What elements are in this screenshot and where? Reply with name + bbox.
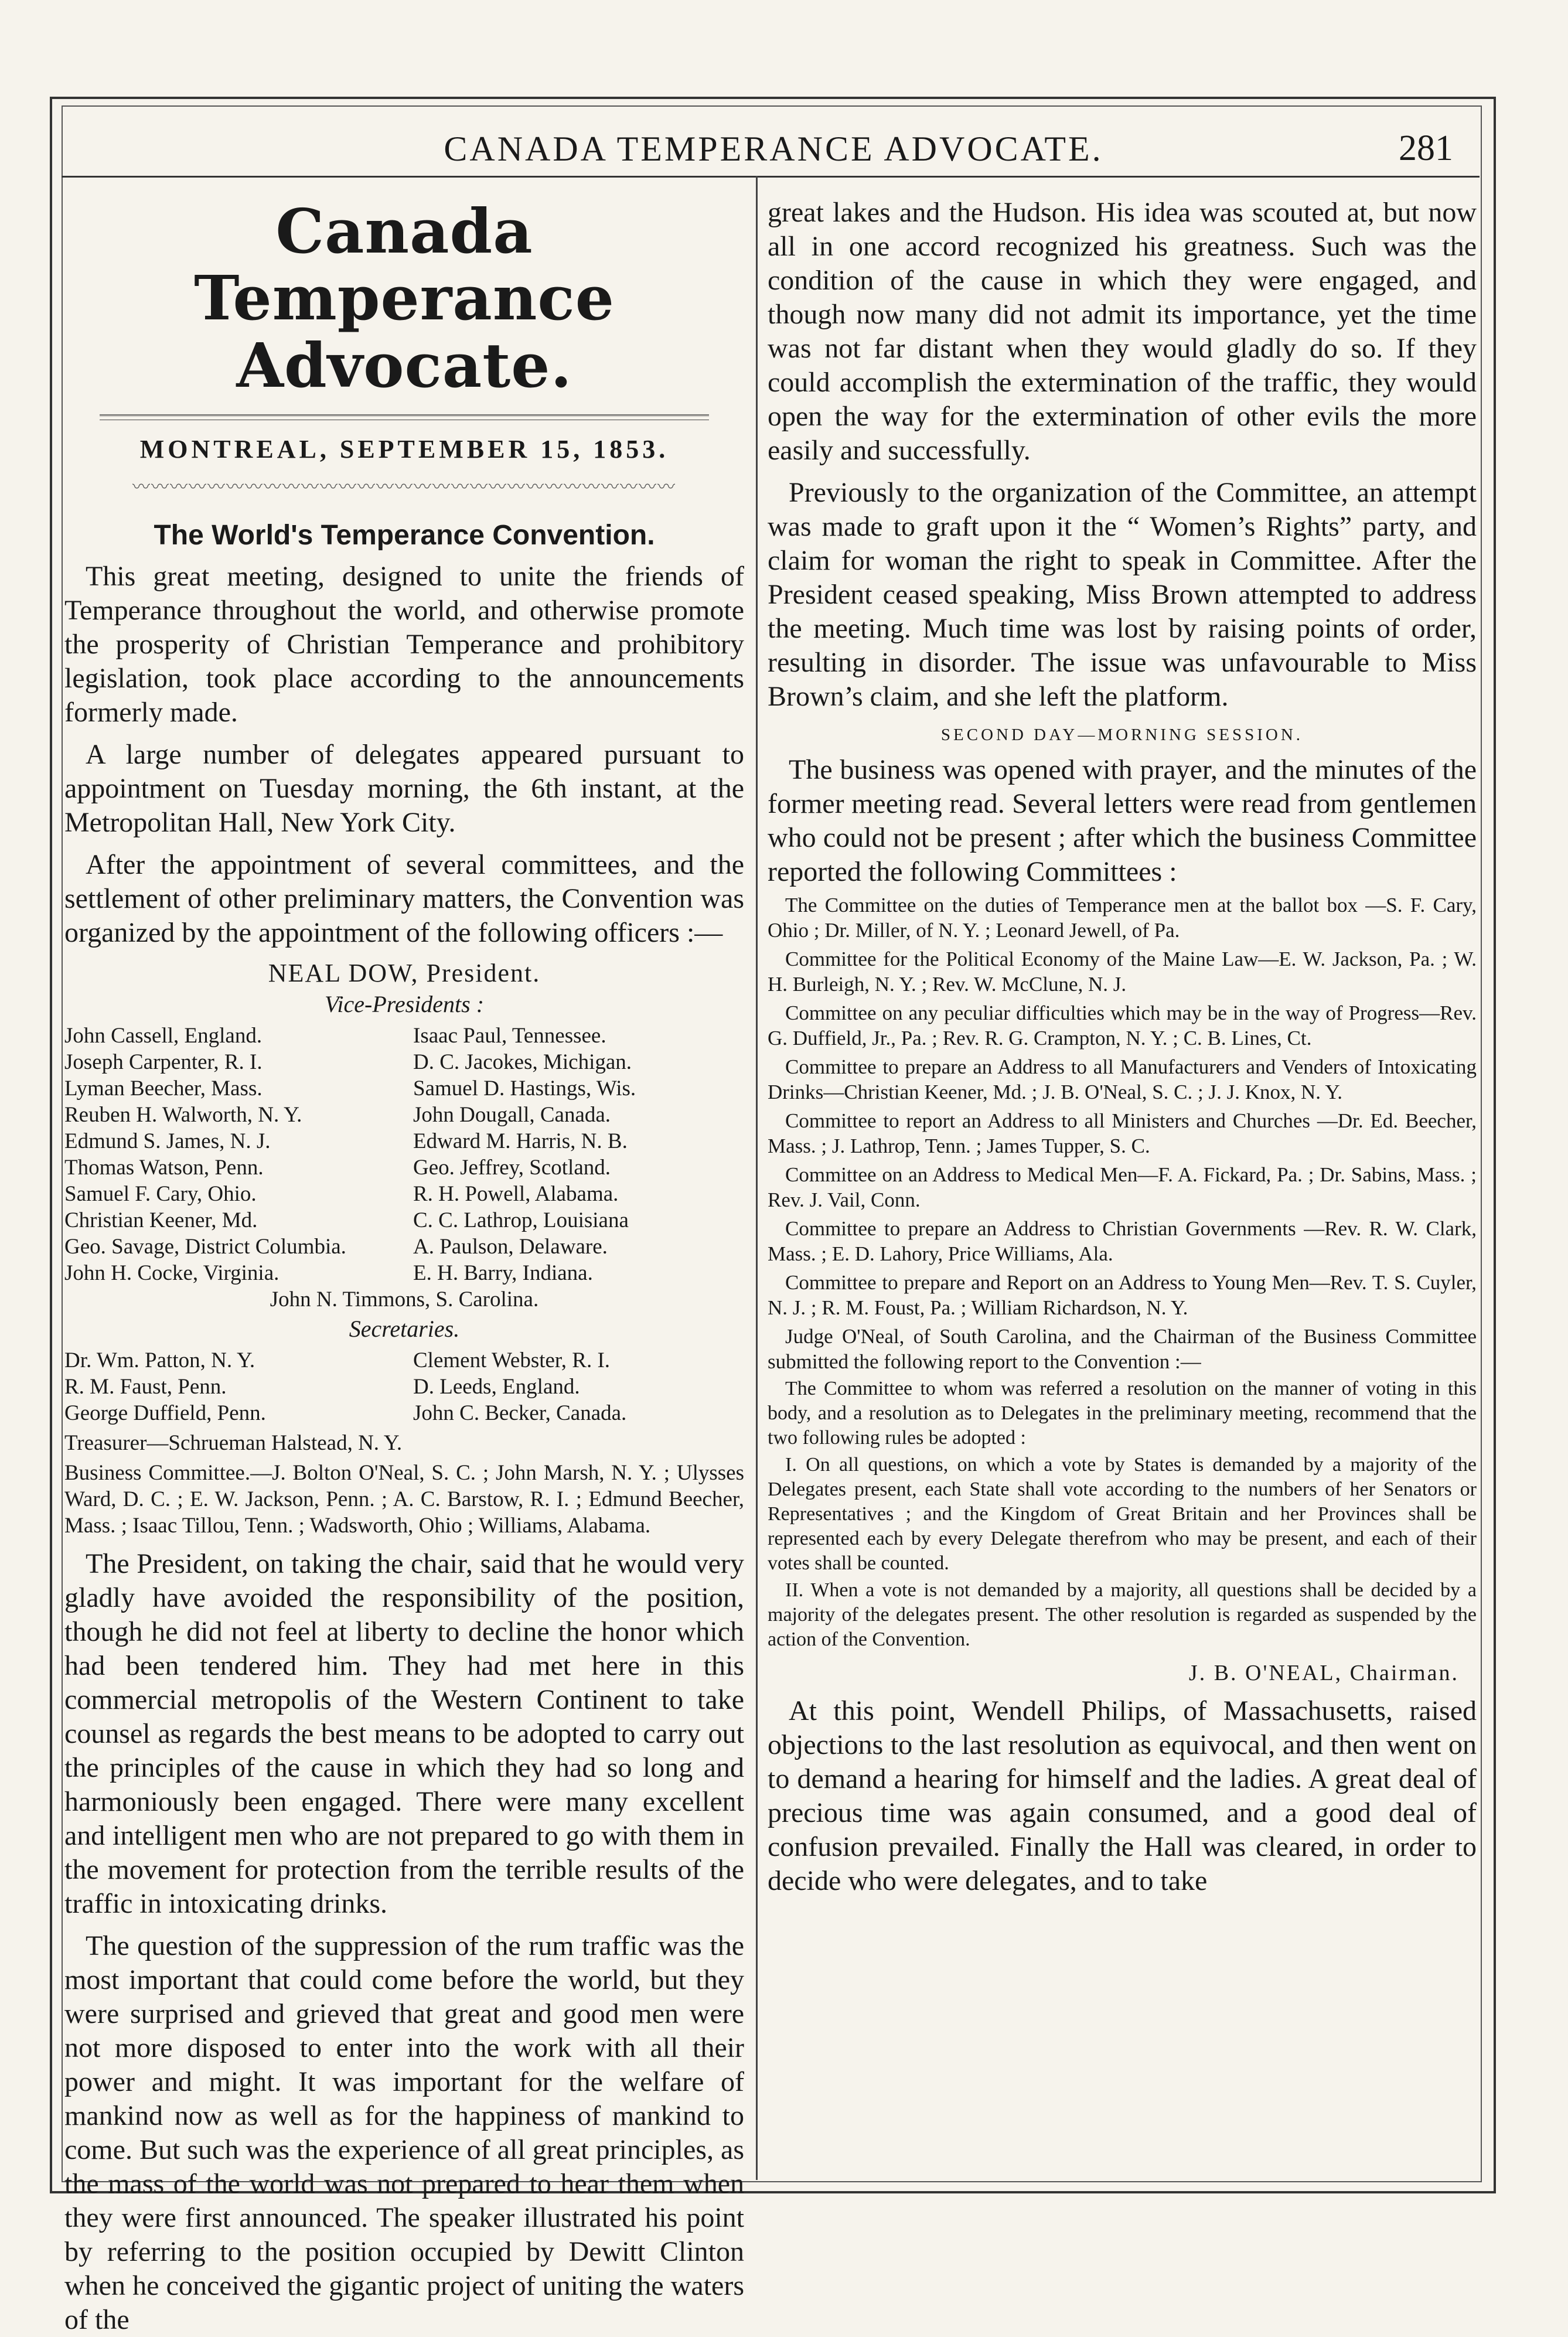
committee-entry: Committee to prepare and Report on an Address to Young Men—Rev. T. S. Cuyler, N. J. ; R. M. Foust, Pa. ; William Richardson, N. Y. (768, 1271, 1477, 1319)
rule-one: I. On all questions, on which a vote by States is demanded by a majority of the Delegates present, each State shall vote according to the numbers of her Senators or Representatives ; and the Kingdom of Great Britain and her Provinces shall be represented each by every Delegate therefrom who may be present, and each of their votes shall be counted. (768, 1454, 1477, 1574)
officer-name: John C. Becker, Canada. (413, 1401, 627, 1426)
officer-name: C. C. Lathrop, Louisiana (413, 1208, 629, 1233)
paragraph: After the appointment of several committees, and the settlement of other preliminary matters, the Convention was organized by the appointment of the following officers :— (64, 849, 744, 949)
paragraph: The question of the suppression of the rum traffic was the most important that could come before the world, but they were surprised and grieved that great and good men were not more disposed to enter into the work with all their power and might. It was important for the welfare of mankind now as well as for the happiness of mankind to come. But such was the experience of all great principles, as the mass of the world was not prepared to hear them when they were first announced. The speaker illustrated his point by referring to the position occupied by Dewitt Clinton when he conceived the gigantic project of uniting the waters of the (64, 1930, 744, 2336)
committee-entry: Committee on any peculiar difficulties which may be in the way of Progress—Rev. G. Duffield, Jr., Pa. ; Rev. R. G. Crampton, N. Y. ; C. B. Lines, Ct. (768, 1001, 1477, 1050)
paragraph: great lakes and the Hudson. His idea was scouted at, but now all in one accord recognized his greatness. Such was the condition of the cause in which they were engaged, and though now many did not admit its importance, yet the time was not far distant when they would gladly do so. If they could accomplish the extermination of the traffic, they would open the way for the extermination of other evils the more easily and successfully. (768, 197, 1477, 466)
officer-name: John H. Cocke, Virginia. (64, 1261, 279, 1286)
president-line: NEAL DOW, President. (268, 959, 541, 988)
officer-name: Reuben H. Walworth, N. Y. (64, 1103, 302, 1127)
officer-name: George Duffield, Penn. (64, 1401, 266, 1426)
secretaries-heading: Secretaries. (349, 1316, 460, 1343)
committee-entry: Committee to prepare an Address to Christian Governments —Rev. R. W. Clark, Mass. ; E. D. Lahory, Price Williams, Ala. (768, 1217, 1477, 1265)
officer-name: R. M. Faust, Penn. (64, 1375, 227, 1399)
signature: J. B. O'NEAL, Chairman. (1188, 1661, 1459, 1685)
officer-name: Thomas Watson, Penn. (64, 1156, 264, 1180)
right-column (768, 188, 1477, 1898)
vice-presidents-list (64, 1023, 744, 1286)
committee-entry: Committee for the Political Economy of the Maine Law—E. W. Jackson, Pa. ; W. H. Burleigh, N. Y. ; Rev. W. McClune, N. J. (768, 948, 1477, 996)
officer-name: Isaac Paul, Tennessee. (413, 1024, 606, 1048)
page-number: 281 (1399, 128, 1453, 168)
report-intro: The Committee to whom was referred a resolution on the manner of voting in this body, and a resolution as to Delegates in the preliminary meeting, recommend that the two following rules be adopted : (768, 1378, 1477, 1449)
running-head (59, 122, 1488, 175)
header-rule (62, 176, 1480, 178)
officer-name: Dr. Wm. Patton, N. Y. (64, 1348, 255, 1373)
dateline: MONTREAL, SEPTEMBER 15, 1853. (139, 435, 669, 464)
vice-presidents-heading: Vice-Presidents : (324, 991, 485, 1018)
officer-name: Edmund S. James, N. J. (64, 1129, 271, 1154)
officer-name: John Dougall, Canada. (413, 1103, 611, 1127)
officer-name: Samuel D. Hastings, Wis. (413, 1076, 636, 1101)
committee-entry: Committee to prepare an Address to all Manufacturers and Venders of Intoxicating Drinks—Christian Keener, Md. ; J. B. O'Neal, S. C. ; J. J. Knox, N. Y. (768, 1055, 1477, 1103)
officer-name: Geo. Jeffrey, Scotland. (413, 1156, 611, 1180)
officer-name: D. Leeds, England. (413, 1375, 580, 1399)
officer-name: Christian Keener, Md. (64, 1208, 258, 1233)
committee-entry: Committee to report an Address to all Ministers and Churches —Dr. Ed. Beecher, Mass. ; J. Lathrop, Tenn. ; James Tupper, S. C. (768, 1109, 1477, 1157)
committee-entry: Committee on an Address to Medical Men—F. A. Fickard, Pa. ; Dr. Sabins, Mass. ; Rev. J. Vail, Conn. (768, 1163, 1477, 1211)
running-head-title: CANADA TEMPERANCE ADVOCATE. (444, 130, 1103, 168)
committee-entry: The Committee on the duties of Temperance men at the ballot box —S. F. Cary, Ohio ; Dr. Miller, of N. Y. ; Leonard Jewell, of Pa. (768, 894, 1477, 942)
column-rule (756, 176, 758, 2180)
officer-name: A. Paulson, Delaware. (413, 1235, 608, 1259)
paragraph: At this point, Wendell Philips, of Massachusetts, raised objections to the last resolution as equivocal, and then went on to demand a hearing for himself and the ladies. A great deal of precious time was again consumed, and a good deal of confusion prevailed. Finally the Hall was cleared, in order to decide who were delegates, and to take (768, 1695, 1477, 1896)
paragraph: The business was opened with prayer, and the minutes of the former meeting read. Several letters were read from gentlemen who could not be present ; after which the business Committee reported the following Committees : (768, 754, 1477, 887)
officer-name: Geo. Savage, District Columbia. (64, 1235, 346, 1259)
officer-name: D. C. Jacokes, Michigan. (413, 1050, 632, 1075)
officer-name: R. H. Powell, Alabama. (413, 1182, 619, 1207)
paragraph: The President, on taking the chair, said that he would very gladly have avoided the responsibility of the position, though he did not feel at liberty to decline the honor which had been tendered him. They had met here in this commercial metropolis of the Western Continent to take counsel as regards the best means to be adopted to carry out the principles of the cause in which they had so long and harmoniously been engaged. There were many excellent and intelligent men who are not prepared to go with them in the movement for protection from the terrible results of the traffic in intoxicating drinks. (64, 1548, 744, 1920)
officer-name: John Cassell, England. (64, 1024, 263, 1048)
article-title: The World's Temperance Convention. (154, 520, 655, 551)
secretaries-list (64, 1347, 744, 1426)
officer-name: Joseph Carpenter, R. I. (64, 1050, 263, 1075)
paragraph: A large number of delegates appeared pursuant to appointment on Tuesday morning, the 6th instant, at the Metropolitan Hall, New York City. (64, 739, 744, 839)
officer-name: E. H. Barry, Indiana. (413, 1261, 593, 1286)
session-heading: SECOND DAY—MORNING SESSION. (940, 725, 1304, 744)
paragraph: Judge O'Neal, of South Carolina, and the Chairman of the Business Committee submitted the following report to the Convention :— (768, 1325, 1477, 1373)
officer-name: Edward M. Harris, N. B. (413, 1129, 628, 1154)
wavy-divider: 〰〰〰〰〰〰〰〰〰〰〰〰〰〰〰〰〰〰〰〰〰〰〰〰〰〰〰〰〰 (132, 478, 676, 498)
paragraph: This great meeting, designed to unite the friends of Temperance throughout the world, and otherwise promote the prosperity of Christian Temperance and prohibitory legislation, took place according to the announcements formerly made. (64, 561, 744, 728)
rule-two: II. When a vote is not demanded by a majority, all questions shall be decided by a majority of the delegates present. The other resolution is regarded as suspended by the action of the Convention. (768, 1579, 1477, 1650)
officer-name: Clement Webster, R. I. (413, 1348, 611, 1373)
treasurer-line: Treasurer—Schrueman Halstead, N. Y. (64, 1431, 403, 1456)
business-committee: Business Committee.—J. Bolton O'Neal, S. C. ; John Marsh, N. Y. ; Ulysses Ward, D. C. ; E. W. Jackson, Penn. ; A. C. Barstow, R. I. ; Edmund Beecher, Mass. ; Isaac Tillou, Tenn. ; Wadsworth, Ohio ; Williams, Alabama. (64, 1461, 744, 1538)
paragraph: Previously to the organization of the Committee, an attempt was made to graft upon it the “ Women’s Rights” party, and claim for woman the right to speak in Committee. After the President ceased speaking, Miss Brown attempted to address the meeting. Much time was lost by raising points of order, resulting in disorder. The issue was unfavourable to Miss Brown’s claim, and she left the platform. (768, 477, 1477, 712)
masthead-rule (100, 414, 709, 420)
officer-name: John N. Timmons, S. Carolina. (270, 1287, 539, 1312)
officer-name: Lyman Beecher, Mass. (64, 1076, 263, 1101)
left-column (64, 188, 744, 2337)
masthead: Canada Temperance Advocate. (194, 195, 615, 401)
officer-name: Samuel F. Cary, Ohio. (64, 1182, 257, 1207)
